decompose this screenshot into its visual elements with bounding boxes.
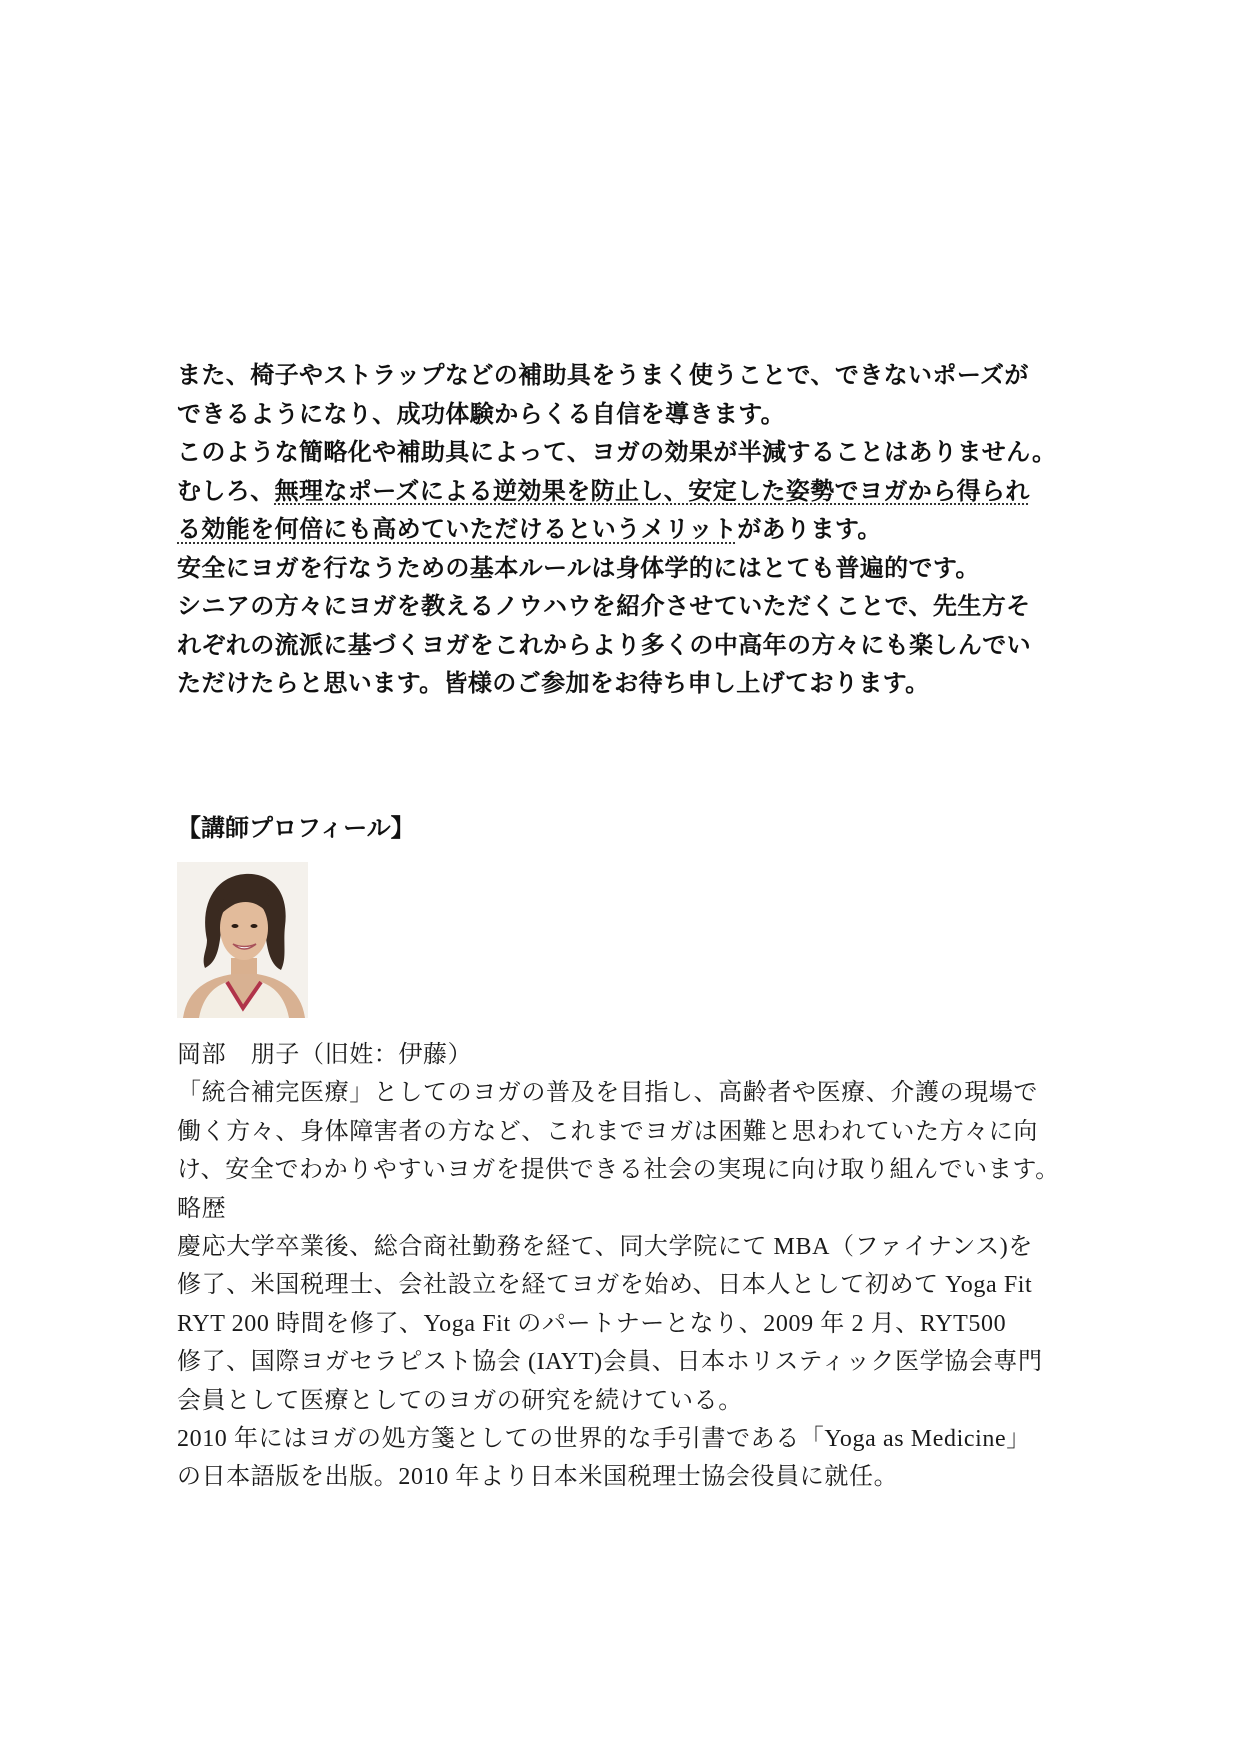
bio-line: け、安全でわかりやすいヨガを提供できる社会の実現に向け取り組んでいます。 <box>177 1157 1060 1184</box>
intro-line: できるようになり、成功体験からくる自信を導きます。 <box>177 399 786 428</box>
intro-line: ただけたらと思います。皆様のご参加をお待ち申し上げております。 <box>177 669 930 697</box>
bio-line: の日本語版を出版。2010 年より日本米国税理士協会役員に就任。 <box>177 1464 899 1491</box>
bio-line: 修了、米国税理士、会社設立を経てヨガを始め、日本人として初めて Yoga Fit <box>177 1272 1033 1299</box>
bio-line: 2010 年にはヨガの処方箋としての世界的な手引書である「Yoga as Medicine」 <box>177 1425 1031 1452</box>
intro-line-prefix: むしろ、 <box>177 476 275 505</box>
intro-line: また、椅子やストラップなどの補助具をうまく使うことで、できないポーズが <box>177 361 1029 389</box>
bio-subheading: 略歴 <box>177 1195 227 1222</box>
intro-line <box>177 472 1077 511</box>
instructor-name: 岡部 朋子（旧姓：伊藤） <box>177 1042 473 1068</box>
intro-line <box>177 510 1077 549</box>
profile-heading: 【講師プロフィール】 <box>177 814 415 842</box>
bio-line: RYT 200 時間を修了、Yoga Fit のパートナーとなり、2009 年 2 月、RYT500 <box>177 1310 1007 1337</box>
intro-line: シニアの方々にヨガを教えるノウハウを紹介させていただくことで、先生方そ <box>177 592 1031 620</box>
intro-paragraph <box>177 356 1077 703</box>
intro-line: このような簡略化や補助具によって、ヨガの効果が半減することはありません。 <box>177 438 1057 466</box>
profile-bio <box>177 1036 1077 1497</box>
emphasized-text: る効能を何倍にも高めていただけるというメリット <box>177 515 738 543</box>
bio-line: 働く方々、身体障害者の方など、これまでヨガは困難と思われていた方々に向 <box>177 1118 1038 1145</box>
bio-line: 慶応大学卒業後、総合商社勤務を経て、同大学院にて MBA（ファイナンス)を <box>177 1233 1033 1260</box>
instructor-photo <box>177 862 308 1018</box>
bio-line: 会員として医療としてのヨガの研究を続けている。 <box>177 1387 743 1414</box>
intro-line: れぞれの流派に基づくヨガをこれからより多くの中高年の方々にも楽しんでい <box>177 630 1031 659</box>
emphasized-text: 無理なポーズによる逆効果を防止し、安定した姿勢でヨガから得られ <box>274 476 1030 505</box>
bio-line: 修了、国際ヨガセラピスト協会 (IAYT)会員、日本ホリスティック医学協会専門 <box>177 1349 1043 1376</box>
intro-line: 安全にヨガを行なうための基本ルールは身体学的にはとても普遍的です。 <box>177 553 980 582</box>
bio-line: 「統合補完医療」としてのヨガの普及を目指し、高齢者や医療、介護の現場で <box>177 1080 1038 1107</box>
intro-line-suffix: があります。 <box>737 515 882 543</box>
